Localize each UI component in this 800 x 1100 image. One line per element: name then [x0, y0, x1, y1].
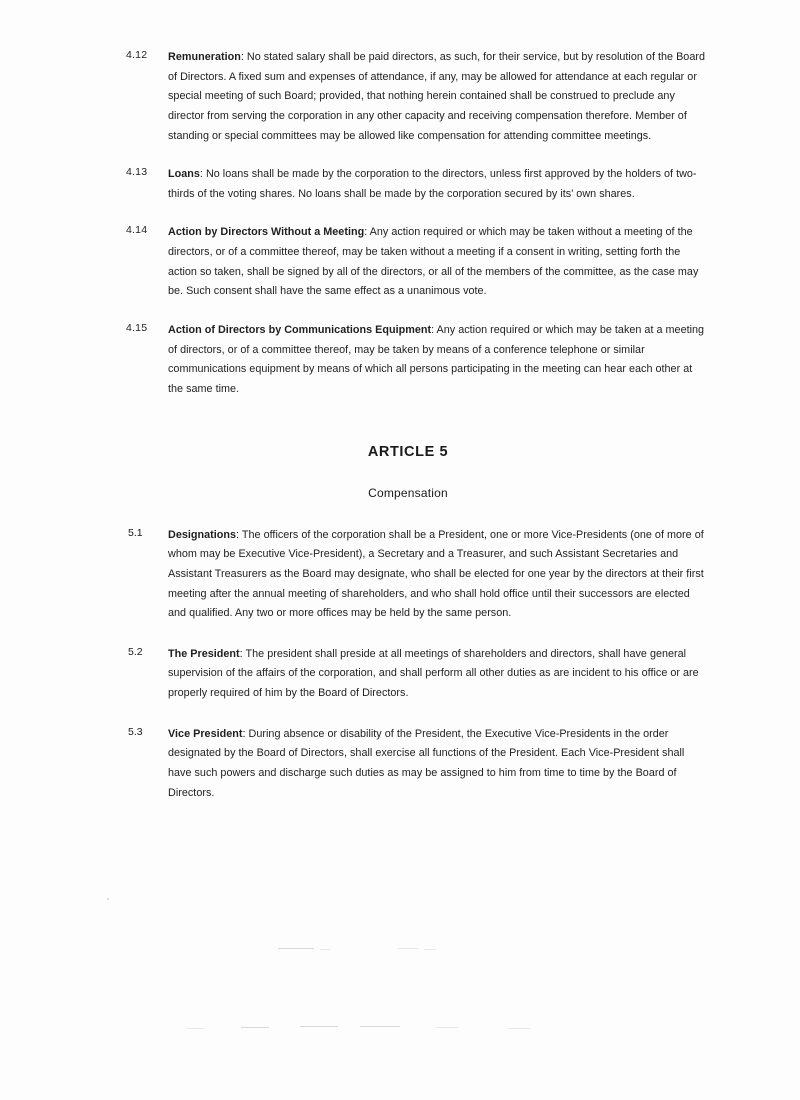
section-5-2: [108, 645, 708, 704]
section-text: [168, 526, 708, 624]
scan-artifact-line: [398, 948, 418, 949]
clause-text: [168, 223, 708, 302]
scan-artifact-line: [320, 949, 330, 950]
scan-artifact-line: [436, 1027, 458, 1028]
section-5-3: [108, 725, 708, 804]
clause-number: 4.13: [126, 166, 148, 179]
section-number: 5.2: [128, 645, 143, 658]
clause-text: [168, 165, 708, 204]
section-term: Vice President: [168, 727, 243, 740]
clause-content: : Any action required or which may be taken at a meeting of directors, or of a committee thereof, may be taken by means of a conference telephone or similar communications equipment by means of which all persons participating in the meeting can hear each other at the same time.: [168, 324, 705, 395]
document-body: [108, 48, 708, 1058]
clause-number: 4.15: [126, 322, 148, 335]
clause-term: Action by Directors Without a Meeting: [168, 226, 365, 239]
section-content: : During absence or disability of the President, the Executive Vice-Presidents in the order designated by the Board of Directors, shall exercise all functions of the President. Each Vice-President shall have such powers and discharge such duties as may be assigned to him from time to time by the Board of Directors.: [168, 727, 685, 799]
scan-artifact-line: [186, 1028, 204, 1029]
scan-artifact-line: [300, 1026, 338, 1027]
section-number: 5.3: [128, 725, 143, 738]
clause-text: [168, 48, 708, 146]
clause-text: [168, 321, 708, 400]
scan-artifact-line: [508, 1028, 530, 1029]
scan-artifact-line: [278, 948, 314, 949]
clause-4-15: [108, 321, 708, 400]
scan-artifact-line: [360, 1026, 400, 1027]
article-title: ARTICLE 5: [367, 443, 449, 460]
section-text: [168, 645, 708, 704]
section-5-1: [108, 526, 708, 624]
clause-4-14: [108, 223, 708, 302]
section-number: 5.1: [128, 526, 143, 539]
clause-content: : No loans shall be made by the corporation to the directors, unless first approved by the holders of two-thirds of the voting shares. No loans shall be made by the corporation secured by its' own shares.: [168, 168, 697, 200]
scan-artifact-line: [424, 949, 436, 950]
article-heading-block: [108, 444, 708, 500]
clause-4-12: [108, 48, 708, 146]
clause-content: : Any action required or which may be taken without a meeting of the directors, or of a committee thereof, may be taken without a meeting if a consent in writing, setting forth the action so taken, shall be signed by all of the directors, or all of the members of the committee, as the case may be. Such consent shall have the same effect as a unanimous vote.: [168, 226, 699, 298]
scan-speck: [107, 898, 109, 900]
clause-number: 4.12: [126, 49, 148, 61]
section-content: : The president shall preside at all meetings of shareholders and directors, shall have general supervision of the affairs of the corporation, and shall perform all other duties as are incident to his office or are properly required of him by the Board of Directors.: [168, 647, 699, 700]
section-text: [168, 725, 708, 804]
clause-content: : No stated salary shall be paid directors, as such, for their service, but by resolution of the Board of Directors. A fixed sum and expenses of attendance, if any, may be allowed for attendance at each regular or special meeting of such Board; provided, that nothing herein contained shall be construed to preclude any director from serving the corporation in any other capacity and receiving compensation therefore. Member of standing or special committees may be allowed like compensation for attending committee meetings.: [168, 51, 705, 142]
clause-term: Action of Directors by Communications Equipment: [168, 324, 432, 337]
clause-4-13: [108, 165, 708, 204]
article-subtitle: Compensation: [368, 485, 448, 500]
clause-term: Remuneration: [168, 51, 241, 63]
clause-number: 4.14: [126, 224, 148, 237]
scan-artifact-line: [241, 1027, 269, 1028]
section-term: Designations: [168, 528, 237, 541]
clause-term: Loans: [168, 168, 200, 181]
section-content: : The officers of the corporation shall be a President, one or more Vice-Presidents (one of more of whom may be Executive Vice-President), a Secretary and a Treasurer, and such Assistant Secretaries and Assistant Treasurers as the Board may designate, who shall be elected for one year by the directors at their first meeting after the annual meeting of shareholders, and who shall hold office until their successors are elected and qualified. Any two or more offices may be held by the same person.: [168, 528, 704, 620]
section-term: The President: [168, 647, 240, 660]
